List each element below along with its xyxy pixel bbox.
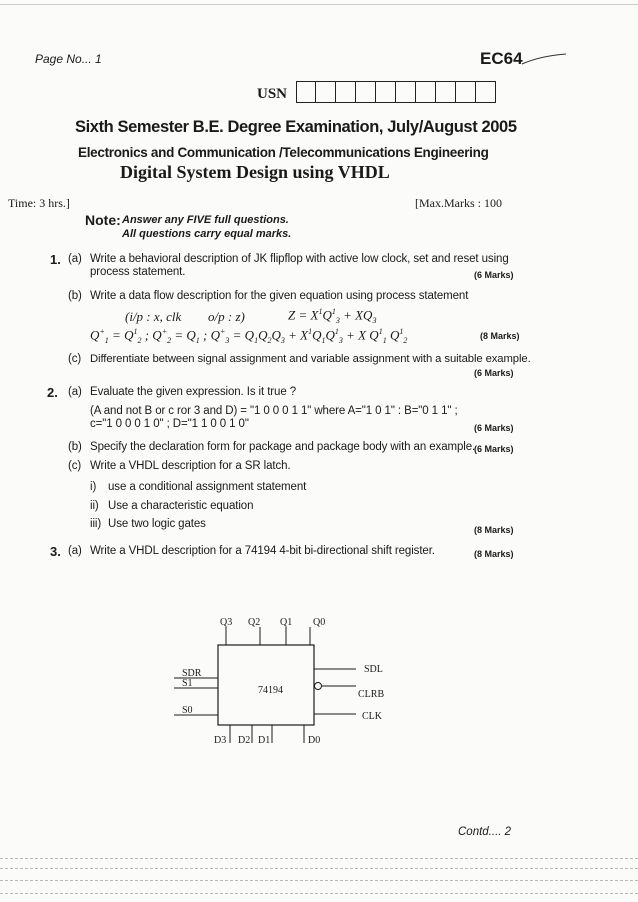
q1b-text: Write a data flow description for the given equation using process statement [90, 290, 469, 302]
note-label: Note: [85, 212, 121, 228]
q2c-i-tag: i) [90, 481, 97, 493]
pin-q2: Q2 [248, 617, 261, 628]
pin-d1: D1 [258, 735, 271, 746]
scan-edge-3 [0, 880, 638, 881]
q1-number: 1. [50, 252, 61, 267]
q2c-ii-text: Use a characteristic equation [108, 500, 254, 512]
branch-title: Electronics and Communication /Telecommunications Engineering [78, 145, 489, 160]
q2c-marks: (8 Marks) [474, 525, 514, 535]
q3a-marks: (8 Marks) [474, 549, 514, 559]
pin-d0: D0 [308, 735, 321, 746]
q1b-z-equation: $Z = X^1Q^1_3 + XQ_3$ [288, 307, 377, 325]
scan-edge-2 [0, 868, 638, 869]
q1b-q-equations: $Q^+_1 = Q^1_2$ ; $Q^+_2 = Q_1$ ; $Q^+_3 = Q_1Q_2Q_3 + X^1Q_1Q^1_3 + X$ $Q^1_1$ $Q^1_2$ [90, 327, 408, 345]
q2a-text: Evaluate the given expression. Is it true ? [90, 386, 297, 398]
q1a-line-1: Write a behavioral description of JK flipflop with active low clock, set and reset using [90, 253, 509, 265]
q1b-inputs: (i/p : x, clk [125, 309, 182, 324]
q3a-text: Write a VHDL description for a 74194 4-bit bi-directional shift register. [90, 545, 435, 557]
q1c-marks: (6 Marks) [474, 368, 514, 378]
usn-label: USN [257, 86, 288, 102]
pin-s0: S0 [182, 705, 193, 716]
pin-s1: S1 [182, 678, 193, 689]
pin-q0: Q0 [313, 617, 326, 628]
pin-d3: D3 [214, 735, 227, 746]
q2a-marks: (6 Marks) [474, 423, 514, 433]
q2b-text: Specify the declaration form for package and package body with an example. [90, 441, 476, 453]
time-label: Time: 3 hrs.] [8, 196, 70, 210]
paper-code: EC64 [480, 49, 523, 68]
q1a-marks: (6 Marks) [474, 270, 514, 280]
q1b-tag: (b) [68, 290, 82, 302]
pin-d2: D2 [238, 735, 251, 746]
q3a-tag: (a) [68, 545, 82, 557]
q3-number: 3. [50, 544, 61, 559]
q2b-marks: (6 Marks) [474, 444, 514, 454]
q2-number: 2. [47, 385, 58, 400]
q1c-tag: (c) [68, 353, 82, 365]
pen-mark [520, 52, 570, 68]
scan-edge-1 [0, 858, 638, 859]
q2c-ii-tag: ii) [90, 500, 99, 512]
q2c-text: Write a VHDL description for a SR latch. [90, 460, 291, 472]
page-number: Page No... 1 [35, 52, 102, 66]
q2c-i-text: use a conditional assignment statement [108, 481, 307, 493]
usn-boxes [296, 81, 496, 103]
scan-top-edge [0, 4, 638, 5]
q2c-iii-tag: iii) [90, 518, 102, 530]
q1a-tag: (a) [68, 253, 82, 265]
shift-register-diagram [160, 615, 420, 765]
pin-sdl: SDL [364, 664, 383, 675]
q2b-tag: (b) [68, 441, 82, 453]
pin-clrb: CLRB [358, 689, 385, 700]
q2c-iii-text: Use two logic gates [108, 518, 206, 530]
note-line-2: All questions carry equal marks. [122, 228, 292, 240]
q1c-text: Differentiate between signal assignment and variable assignment with a suitable example. [90, 353, 531, 365]
chip-label: 74194 [258, 685, 283, 696]
pin-sdr: SDR [182, 668, 202, 679]
pin-q3: Q3 [220, 617, 233, 628]
q2a-expression-2: c="1 0 0 0 1 0" ; D="1 1 0 0 1 0" [90, 418, 249, 430]
q2a-tag: (a) [68, 386, 82, 398]
q1a-line-2: process statement. [90, 266, 186, 278]
pin-q1: Q1 [280, 617, 293, 628]
subject-title: Digital System Design using VHDL [120, 162, 390, 182]
scan-edge-4 [0, 893, 638, 894]
note-line-1: Answer any FIVE full questions. [122, 214, 289, 226]
continued-label: Contd.... 2 [458, 826, 512, 838]
q2a-expression-1: (A and not B or c ror 3 and D) = "1 0 0 0 1 1" where A="1 0 1" : B="0 1 1" ; [90, 405, 458, 417]
q2c-tag: (c) [68, 460, 82, 472]
exam-title: Sixth Semester B.E. Degree Examination, July/August 2005 [75, 118, 517, 136]
q1b-outputs: o/p : z) [208, 309, 245, 324]
pin-clk: CLK [362, 711, 382, 722]
max-marks: [Max.Marks : 100 [415, 196, 502, 210]
q1b-marks: (8 Marks) [480, 331, 520, 341]
